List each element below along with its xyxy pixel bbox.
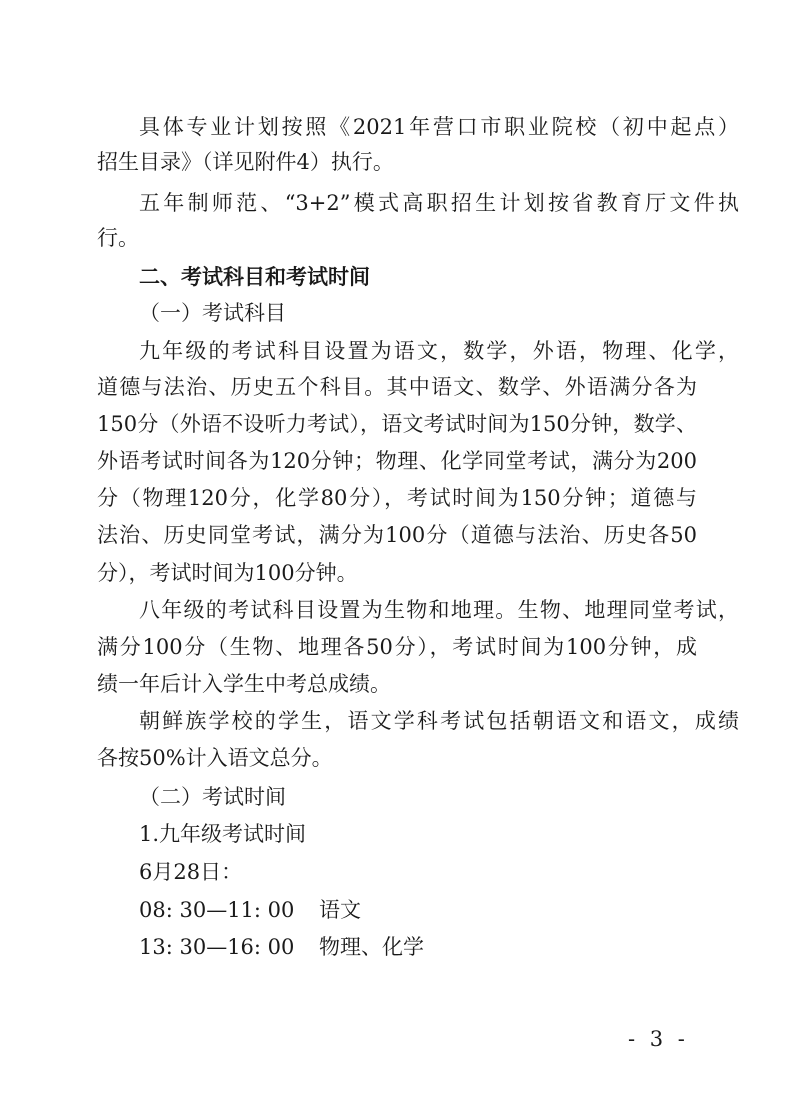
subsection-heading: （二）考试时间 [139,785,286,809]
paragraph-line: 具体专业计划按照《2021年营口市职业院校（初中起点） [139,115,739,139]
schedule-row [139,896,361,924]
section-heading: 二、考试科目和考试时间 [139,265,370,289]
paragraph-line: 绩一年后计入学生中考总成绩。 [97,672,391,696]
paragraph-line: 朝鲜族学校的学生，语文学科考试包括朝语文和语文，成绩 [139,709,739,733]
schedule-subject: 语文 [319,898,361,922]
paragraph-line: 道德与法治、历史五个科目。其中语文、数学、外语满分各为 [97,375,697,399]
paragraph-line: 分），考试时间为100分钟。 [97,561,358,585]
paragraph-line: 法治、历史同堂考试，满分为100分（道德与法治、历史各50 [97,523,697,547]
paragraph-line: 满分100分（生物、地理各50分），考试时间为100分钟，成 [97,635,697,659]
paragraph-line: 分（物理120分，化学80分），考试时间为150分钟；道德与 [97,486,697,510]
paragraph-line: 招生目录》（详见附件4）执行。 [97,150,394,174]
paragraph-line: 八年级的考试科目设置为生物和地理。生物、地理同堂考试， [139,598,739,622]
schedule-row [139,933,424,961]
schedule-time: 08: 30—11: 00 [139,898,295,922]
subsection-heading: （一）考试科目 [139,301,286,325]
list-heading: 1.九年级考试时间 [139,822,307,846]
paragraph-line: 行。 [97,226,139,250]
paragraph-line: 150分（外语不设听力考试），语文考试时间为150分钟，数学、 [97,412,697,436]
paragraph-line: 九年级的考试科目设置为语文，数学，外语，物理、化学， [139,339,739,363]
paragraph-line: 五年制师范、“3+2”模式高职招生计划按省教育厅文件执 [139,191,739,215]
paragraph-line: 外语考试时间各为120分钟；物理、化学同堂考试，满分为200 [97,449,697,473]
paragraph-line: 各按50%计入语文总分。 [97,746,333,770]
schedule-time: 13: 30—16: 00 [139,935,295,959]
schedule-subject: 物理、化学 [319,935,424,959]
page-number: - 3 - [628,1027,689,1051]
exam-date: 6月28日： [139,860,243,884]
